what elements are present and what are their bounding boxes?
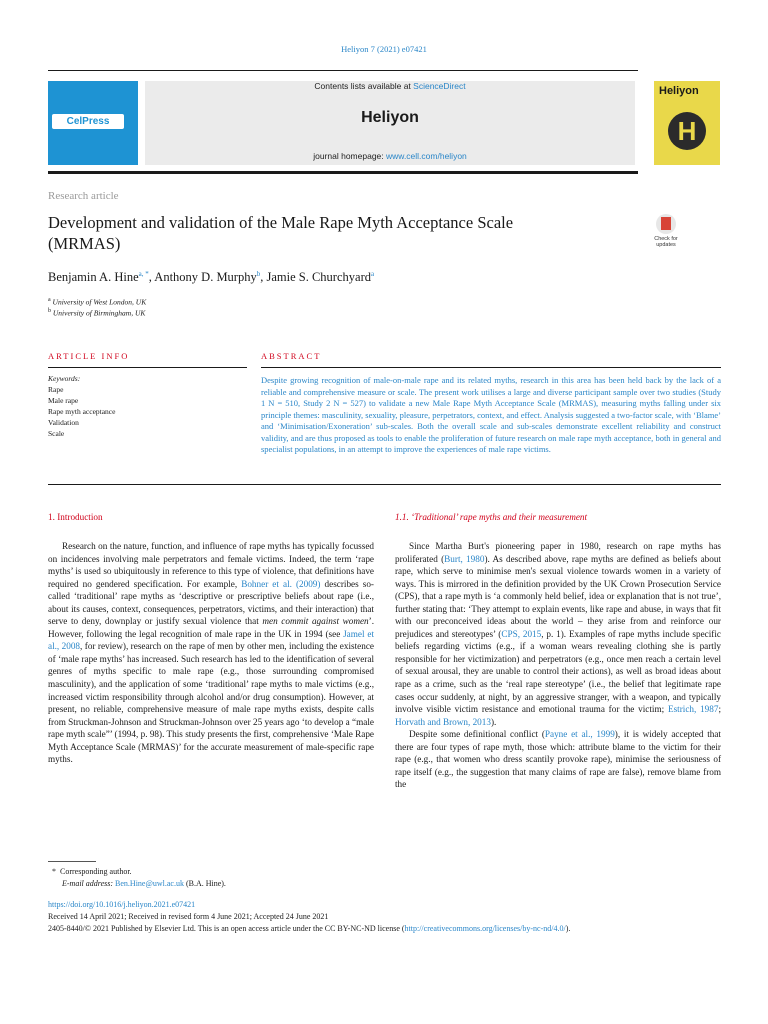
article-type: Research article [48, 190, 119, 202]
author-list [48, 270, 374, 285]
text-run: , p. 1). Examples of rape myths include specific beliefs regarding victims (e.g., if a woman wears revealing clothing she is partly responsible for her victimization) and perpetrators (e.g., once men reach a certain level of sexual arousal, they are unable to control their actions), as well as broad ideas about rape as a crime, such as the ‘real rape stereotype’ (i.e., the belief that legitimate rape cases occur suddenly, at night, by an aggressive stranger, with a weapon, and typically involve visible victim resistance and emotional trauma for the victim; [395, 628, 721, 715]
subsection-column [395, 540, 721, 791]
citation-link[interactable]: Burt, 1980 [444, 553, 485, 564]
text-run: Research on the nature, function, and influence of rape myths has typically focussed on incidences involving male perpetrators and female victims. Indeed, the term ‘rape myths’ is used so ubiquitously in reference to this type of violence, that definitions have required no gendered specification. For example, [48, 541, 374, 589]
abstract-bottom-rule [48, 484, 721, 485]
contents-prefix: Contents lists available at [314, 81, 414, 91]
cellpress-logo[interactable] [48, 81, 138, 165]
text-run: , for review), research on the rape of men by other men, including the existence of ‘male rape myths’ has increased. Such research has led to the identification of several genres of myths specific to male rape (e.g., those surrounding compromised masculinity), and the application of some ‘traditional’ rape myths to male victims (e.g., increased victim responsibility through alcohol and/or drug consumption). However, at present, no reliable, comprehensive measure of male rape myths exists, despite calls from Struckman-Johnson and Struckman-Johnson over 25 years ago ‘to develop a “male rape myth scale”’ (1994, p. 98). This study presents the first, comprehensive ‘Male Rape Myth Acceptance Scale (MRMAS)’ for the accurate measurement of male-specific rape myths. [48, 641, 374, 765]
check-for-updates-button[interactable] [648, 214, 684, 254]
journal-citation[interactable]: Heliyon 7 (2021) e07421 [341, 44, 427, 54]
footnote-text: Corresponding author. [60, 867, 132, 876]
doi-link[interactable]: https://doi.org/10.1016/j.heliyon.2021.e07421 [48, 900, 196, 909]
journal-name: Heliyon [361, 109, 419, 126]
text-run: ), it is widely accepted that there are four types of rape myth, those which: attribute blame to the victim for their rape (e.g., that women who dress scantily provoke rape), minimise the seriousness of rape itself (e.g., the suggestion that many claims of rape are false), remove blame from the [395, 729, 721, 790]
header-bottom-rule [48, 171, 638, 174]
keyword: Rape [48, 385, 64, 394]
affiliation-mark: a [48, 297, 51, 303]
text-run: ; [718, 704, 721, 715]
crossmark-label: Check for updates [654, 236, 678, 248]
keyword: Male rape [48, 396, 79, 405]
article-info-heading: ARTICLE INFO [48, 351, 130, 361]
affiliation-text: University of West London, UK [52, 297, 147, 307]
text-run: ’. However, following the legal recognition of male rape in the UK in 1994 (see [48, 616, 374, 639]
license-prefix: 2405-8440/© 2021 Published by Elsevier Ltd. This is an open access article under the CC BY-NC-ND license ( [48, 924, 405, 933]
header-top-rule [48, 70, 638, 71]
paragraph [395, 728, 721, 791]
footnote-rule [48, 861, 96, 862]
journal-homepage-link[interactable]: www.cell.com/heliyon [386, 151, 467, 161]
footer [48, 899, 728, 935]
bookmark-icon [661, 217, 671, 230]
text-run: ). As described above, rape myths are defined as beliefs about rape, which serve to minimise men's sexual violence towards women in a variety of ways. This is mirrored in the definition provided by the UK Crown Prosecution Service (CPS), that a rape myth is ‘a commonly held belief, idea or explanation that is not true’, further stating that: ‘They attempt to explain events, like rape and abuse, in ways that fit with our preconceived ideas about the world – they arise from and reinforce our prejudices and stereotypes’ ( [395, 553, 721, 639]
received-dates: Received 14 April 2021; Received in revised form 4 June 2021; Accepted 24 June 2021 [48, 912, 329, 921]
homepage-prefix: journal homepage: [313, 151, 386, 161]
author-affiliation-mark[interactable]: b [256, 270, 261, 278]
email-suffix: (B.A. Hine). [183, 879, 226, 888]
footnote [52, 866, 226, 890]
citation-link[interactable]: Payne et al., 1999 [544, 729, 615, 740]
keywords-label: Keywords: [48, 374, 81, 383]
introduction-column [48, 540, 374, 766]
license-suffix: ). [565, 924, 571, 933]
text-run: Since Martha Burt's pioneering paper in 1980, research on rape myths has proliferated ( [395, 541, 721, 564]
citation-link[interactable]: Estrich, 1987 [667, 704, 719, 715]
text-run: describes so-called ‘traditional’ rape myths as ‘descriptive or prescriptive beliefs about rape (i.e., about its causes, context, consequences, perpetrators, victims, and their interaction) that serve to deny, downplay or justify sexual violence that [48, 578, 374, 627]
contents-available-line [145, 81, 635, 91]
author-name: , Jamie S. Churchyard [260, 270, 371, 285]
author-name: Benjamin A. Hine [48, 270, 139, 285]
corresponding-author-note [52, 866, 226, 878]
journal-homepage-line [145, 151, 635, 161]
abstract-heading: ABSTRACT [261, 351, 322, 361]
keyword: Scale [48, 429, 65, 438]
keyword: Validation [48, 418, 79, 427]
affiliation-text: University of Birmingham, UK [52, 308, 146, 318]
article-title: Development and validation of the Male Rape Myth Acceptance Scale (MRMAS) [48, 213, 514, 253]
email-line [52, 878, 226, 890]
subsection-heading: 1.1. ‘Traditional’ rape myths and their measurement [395, 512, 588, 522]
keywords-block [48, 373, 248, 439]
email-label: E-mail address: [62, 879, 116, 888]
journal-cover[interactable] [654, 81, 720, 165]
emphasis-text: men commit against women [262, 616, 369, 627]
email-link[interactable]: Ben.Hine@uwl.ac.uk [115, 879, 184, 888]
author-affiliation-mark[interactable]: a, * [138, 270, 149, 278]
citation-link[interactable]: Horvath and Brown, 2013 [395, 716, 491, 727]
affiliation-mark: b [48, 308, 51, 314]
paragraph [48, 540, 374, 766]
introduction-heading: 1. Introduction [48, 512, 103, 522]
affiliation [48, 297, 146, 307]
text-run: Despite some definitional conflict ( [409, 729, 545, 740]
cover-h-icon: H [668, 112, 706, 150]
citation-link[interactable]: CPS, 2015 [501, 628, 542, 639]
abstract-text: Despite growing recognition of male-on-male rape and its related myths, research in this area has been held back by the lack of a reliable and comprehensive measure or scale. The present work utilises a large and diverse participant sample over two studies (Study 1 N = 510, Study 2 N = 527) to validate a new Male Rape Myth Acceptance Scale (MRMAS), measuring myths falling under six principle themes: masculinity, sexuality, pleasure, perpetrators, context, and effect. Analysis suggested a two-factor scale, with ‘Blame’ and ‘Minimisation/Exoneration’ sub-scales. Both the overall scale and sub-scales demonstrate excellent reliability and construct validity, and are thus proposed as tools to enable the proliferation of future research on male rape myth acceptance, both in general and specialist populations, in an attempt to improve the experiences of male rape victims. [261, 375, 721, 454]
paragraph [395, 540, 721, 728]
text-run: ). [490, 716, 497, 727]
author-name: , Anthony D. Murphy [148, 270, 257, 285]
footnote-mark: * [52, 867, 56, 876]
cover-title: Heliyon [659, 85, 699, 97]
license-line [48, 923, 728, 935]
citation-link[interactable]: Jamel et al., 2008 [48, 628, 374, 652]
abstract-rule [261, 367, 721, 368]
author-affiliation-mark[interactable]: a [370, 270, 375, 278]
article-info-rule [48, 367, 247, 368]
keyword: Rape myth acceptance [48, 407, 116, 416]
citation-link[interactable]: Bohner et al. (2009) [241, 578, 321, 589]
affiliation [48, 308, 145, 318]
license-link[interactable]: http://creativecommons.org/licenses/by-nc-nd/4.0/ [404, 924, 566, 933]
cellpress-logo-text: CelPress [52, 114, 124, 129]
sciencedirect-link[interactable]: ScienceDirect [413, 81, 466, 91]
